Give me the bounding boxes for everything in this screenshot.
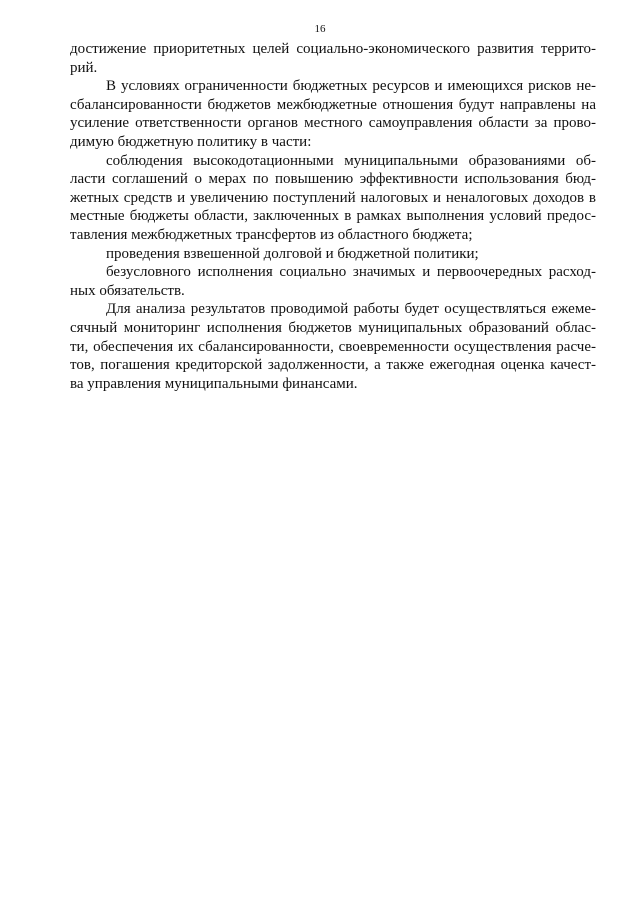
text-line: тов, погашения кредиторской задолженности, а также ежегодная оценка качест- [70,357,596,374]
text-line: усиление ответственности органов местного самоуправления области за прово- [70,115,596,132]
text-line: димую бюджетную политику в части: [70,133,312,150]
text-line: рий. [70,59,98,76]
text-line: ва управления муниципальными финансами. [70,375,358,392]
text-line: ти, обеспечения их сбалансированности, своевременности осуществления расче- [70,338,596,355]
text-line: тавления межбюджетных трансфертов из областного бюджета; [70,226,473,243]
text-line: безусловного исполнения социально значимых и первоочередных расход- [106,264,596,281]
text-line: сбалансированности бюджетов межбюджетные отношения будут направлены на [70,96,596,113]
body-text [70,40,596,393]
text-line: соблюдения высокодотационными муниципальными образованиями об- [106,152,596,169]
text-line: ласти соглашений о мерах по повышению эффективности использования бюд- [70,171,596,188]
text-line: В условиях ограниченности бюджетных ресурсов и имеющихся рисков не- [106,78,596,95]
text-line: местные бюджеты области, заключенных в рамках выполнения условий предос- [70,208,596,225]
page-number: 16 [314,23,326,35]
text-line: проведения взвешенной долговой и бюджетной политики; [106,245,479,262]
text-line: достижение приоритетных целей социально-экономического развития террито- [70,41,596,57]
text-line: сячный мониторинг исполнения бюджетов муниципальных образований облас- [70,319,596,336]
text-line: жетных средств и увеличению поступлений налоговых и неналоговых доходов в [70,189,596,206]
text-line: Для анализа результатов проводимой работы будет осуществляться ежеме- [106,301,596,318]
text-line: ных обязательств. [70,282,185,299]
